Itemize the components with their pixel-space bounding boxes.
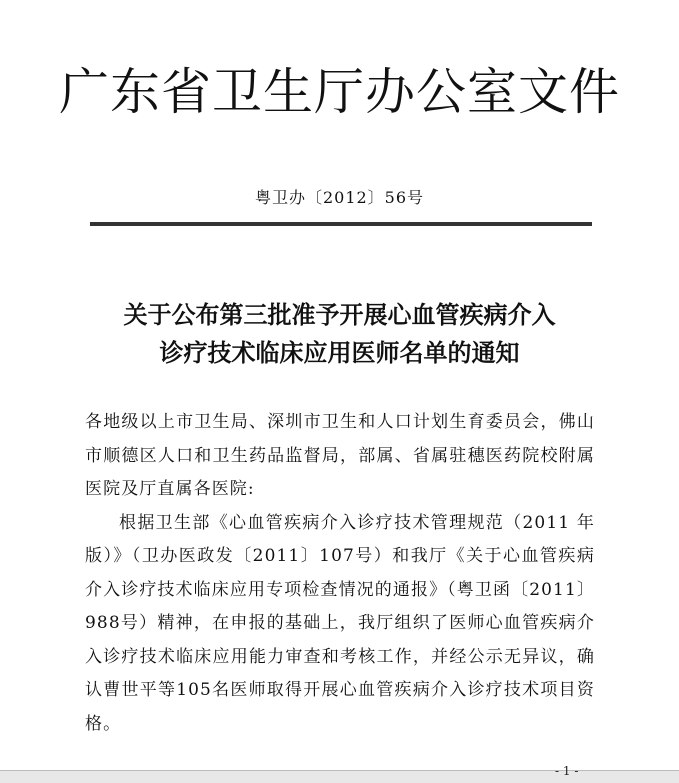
page-footer (0, 764, 679, 783)
document-number: 粤卫办〔2012〕56号 (254, 188, 425, 207)
body-paragraph: 根据卫生部《心血管疾病介入诊疗技术管理规范（2011 年版）》（卫办医政发〔2011〕107号）和我厅《关于心血管疾病介入诊疗技术临床应用专项检查情况的通报》（粤卫函〔2011〕988号）精神，在申报的基础上，我厅组织了医师心血管疾病介入诊疗技术临床应用能力审查和考核工作，并经公示无异议，确认曹世平等105名医师取得开展心血管疾病介入诊疗技术项目资格。 (85, 512, 595, 734)
notice-title (0, 296, 679, 372)
header-divider (90, 222, 592, 226)
page-number: - 1 - (555, 764, 579, 778)
addressee-paragraph: 各地级以上市卫生局、深圳市卫生和人口计划生育委员会，佛山市顺德区人口和卫生药品监督局，部属、省属驻穗医药院校附属医院及厅直属各医院: (85, 412, 595, 499)
body-text (85, 406, 595, 741)
notice-title-line-2: 诊疗技术临床应用医师名单的通知 (159, 338, 520, 367)
document-header-title: 广东省卫生厅办公室文件 (59, 63, 620, 121)
notice-title-line-1: 关于公布第三批准予开展心血管疾病介入 (123, 300, 556, 329)
